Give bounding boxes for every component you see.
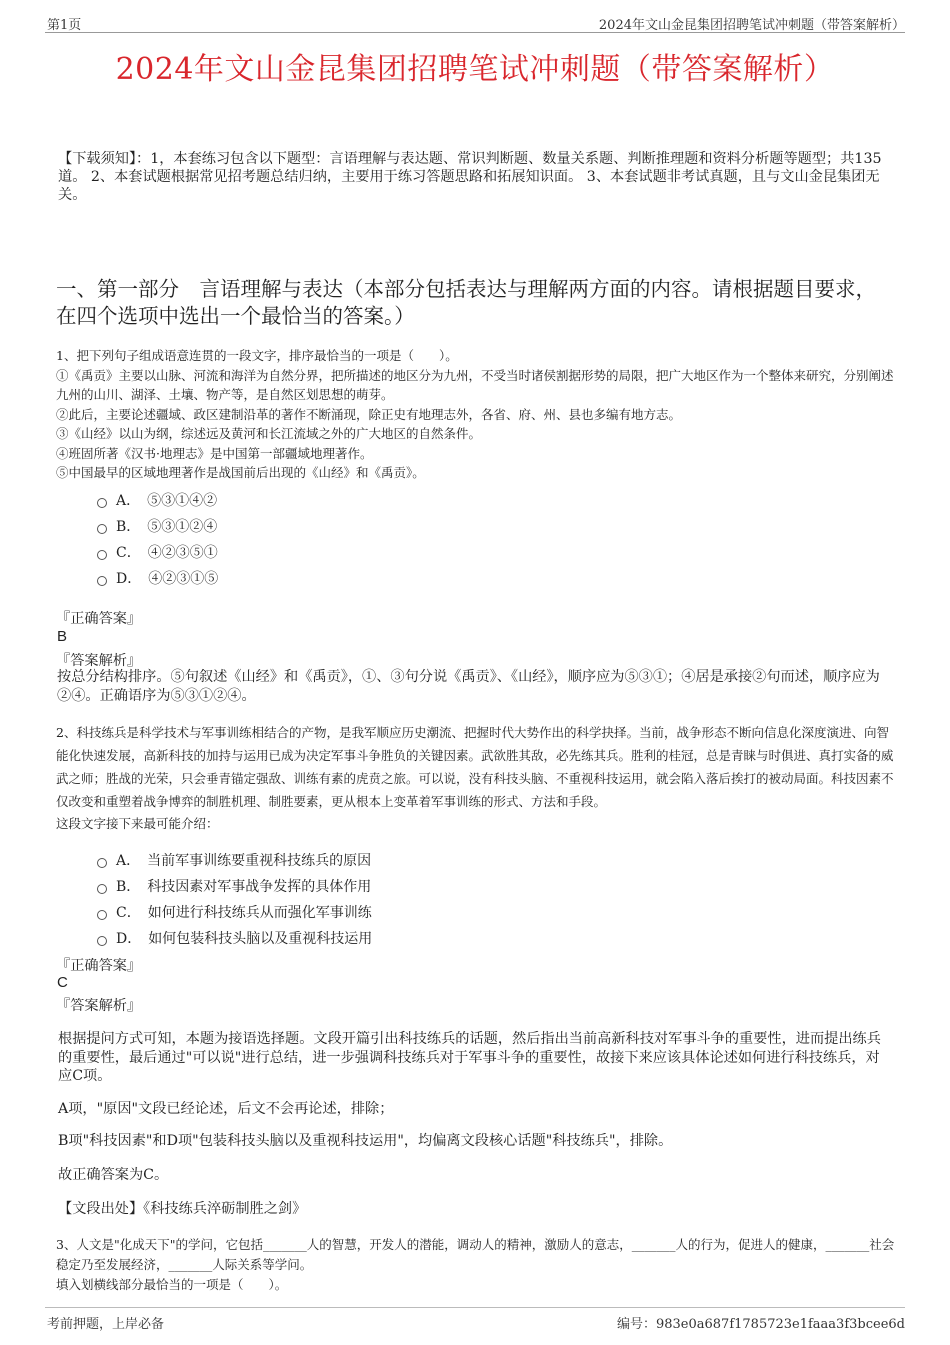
radio-icon[interactable] [97,498,107,508]
header-divider [45,32,905,33]
page-title: 2024年文山金昆集团招聘笔试冲刺题（带答案解析） [115,52,835,87]
correct-answer: C [57,974,68,991]
section-heading: 一、第一部分 言语理解与表达（本部分包括表达与理解两方面的内容。请根据题目要求，在四个选项中选出一个最恰当的答案。） [56,277,876,328]
radio-icon[interactable] [97,936,107,946]
option-label: D． ④②③①⑤ [116,571,219,587]
radio-icon[interactable] [97,910,107,920]
analysis-paragraph: 故正确答案为C。 [58,1167,169,1183]
question-1-stem: 1、把下列句子组成语意连贯的一段文字，排序最恰当的一项是（ ）。 [56,348,458,363]
question-3-stem: 3、人文是"化成天下"的学问，它包括_______人的智慧，开发人的潜能，调动人的精神，激励人的意志，_______人的行为，促进人的健康，_______社会稳定乃至发展经济，_______人际关系等学问。 [56,1237,895,1272]
footer-slogan: 考前押题，上岸必备 [47,1317,165,1332]
question-1-sentence: ①《禹贡》主要以山脉、河流和海洋为自然分界，把所描述的地区分为九州，不受当时诸侯割据形势的局限，把广大地区作为一个整体来研究，分别阐述九州的山川、湖泽、土壤、物产等，是自然区划思想的萌芽。 [56,367,894,402]
download-notice: 【下载须知】：1，本套练习包含以下题型：言语理解与表达题、常识判断题、数量关系题、判断推理题和资料分析题等题型；共135道。 2、本套试题根据常见招考题总结归纳，主要用于练习答题思路和拓展知识面。 3、本套试题非考试真题，且与文山金昆集团无关。 [58,151,882,203]
question-1-sentence: ⑤中国最早的区域地理著作是战国前后出现的《山经》和《禹贡》。 [56,465,425,480]
page-number: 第1页 [47,18,82,33]
radio-icon[interactable] [97,550,107,560]
answer-label: 『正确答案』 [56,958,142,974]
analysis-paragraph: 根据提问方式可知，本题为接语选择题。文段开篇引出科技练兵的话题，然后指出当前高新科技对军事斗争的重要性，进而提出练兵的重要性，最后通过"可以说"进行总结，进一步强调科技练兵对于军事斗争的重要性，故接下来应该具体论述如何进行科技练兵，对应C项。 [58,1031,881,1084]
option-d[interactable] [97,568,218,588]
radio-icon[interactable] [97,858,107,868]
question-1 [56,346,901,483]
option-label: B． 科技因素对军事战争发挥的具体作用 [116,879,372,895]
option-label: C． 如何进行科技练兵从而强化军事训练 [116,905,372,921]
correct-answer: B [57,628,68,645]
question-2-prompt: 这段文字接下来最可能介绍： [56,816,219,831]
question-2-stem: 2、科技练兵是科学技术与军事训练相结合的产物，是我军顺应历史潮流、把握时代大势作出的科学抉择。当前，战争形态不断向信息化深度演进、向智能化快速发展，高新科技的加持与运用已成为决定军事斗争胜负的关键因素。武欲胜其敌，必先练其兵。胜利的桂冠，总是青睐与时俱进、真打实备的威武之师；胜战的光荣，只会垂青锚定强敌、训练有素的虎贲之旅。可以说，没有科技头脑、不重视科技运用，就会陷入落后挨打的被动局面。科技因素不仅改变和重塑着战争博弈的制胜机理、制胜要素，更从根本上变革着军事训练的形式、方法和手段。 [56,725,894,809]
radio-icon[interactable] [97,524,107,534]
option-label: A． ⑤③①④② [116,493,218,509]
option-label: A． 当前军事训练要重视科技练兵的原因 [116,853,372,869]
question-1-sentence: ④班固所著《汉书·地理志》是中国第一部疆域地理著作。 [56,445,373,461]
document-id: 编号：983e0a687f1785723e1faaa3f3bcee6d [616,1317,905,1332]
option-c[interactable] [97,902,372,922]
analysis-label: 『答案解析』 [56,998,142,1014]
analysis-paragraph: B项"科技因素"和D项"包装科技头脑以及重视科技运用"，均偏离文段核心话题"科技练兵"，排除。 [58,1133,673,1149]
option-label: D． 如何包装科技头脑以及重视科技运用 [116,931,373,947]
option-label: B． ⑤③①②④ [116,519,218,535]
option-d[interactable] [97,928,372,948]
radio-icon[interactable] [97,576,107,586]
option-a[interactable] [97,490,217,510]
question-1-sentence: ②此后，主要论述疆域、政区建制沿革的著作不断涌现，除正史有地理志外，各省、府、州、县也多编有地方志。 [56,406,682,422]
answer-label: 『正确答案』 [56,611,142,627]
question-1-sentence: ③《山经》以山为纲，综述远及黄河和长江流域之外的广大地区的自然条件。 [56,426,482,441]
option-b[interactable] [97,876,371,896]
answer-analysis: 按总分结构排序。⑤句叙述《山经》和《禹贡》，①、③句分说《禹贡》、《山经》，顺序应为⑤③①；④居是承接②句而述，顺序应为②④。正确语序为⑤③①②④。 [57,669,880,704]
footer-divider [45,1307,905,1308]
option-a[interactable] [97,850,371,870]
text-source: 【文段出处】《科技练兵淬砺制胜之剑》 [58,1201,307,1217]
header-doc-title: 2024年文山金昆集团招聘笔试冲刺题（带答案解析） [598,18,905,33]
analysis-paragraph: A项，"原因"文段已经论述，后文不会再论述，排除； [58,1101,394,1117]
option-c[interactable] [97,542,218,562]
question-3-prompt: 填入划横线部分最恰当的一项是（ ）。 [56,1277,288,1292]
analysis-label: 『答案解析』 [56,653,142,669]
option-label: C． ④②③⑤① [116,545,218,561]
option-b[interactable] [97,516,217,536]
radio-icon[interactable] [97,884,107,894]
